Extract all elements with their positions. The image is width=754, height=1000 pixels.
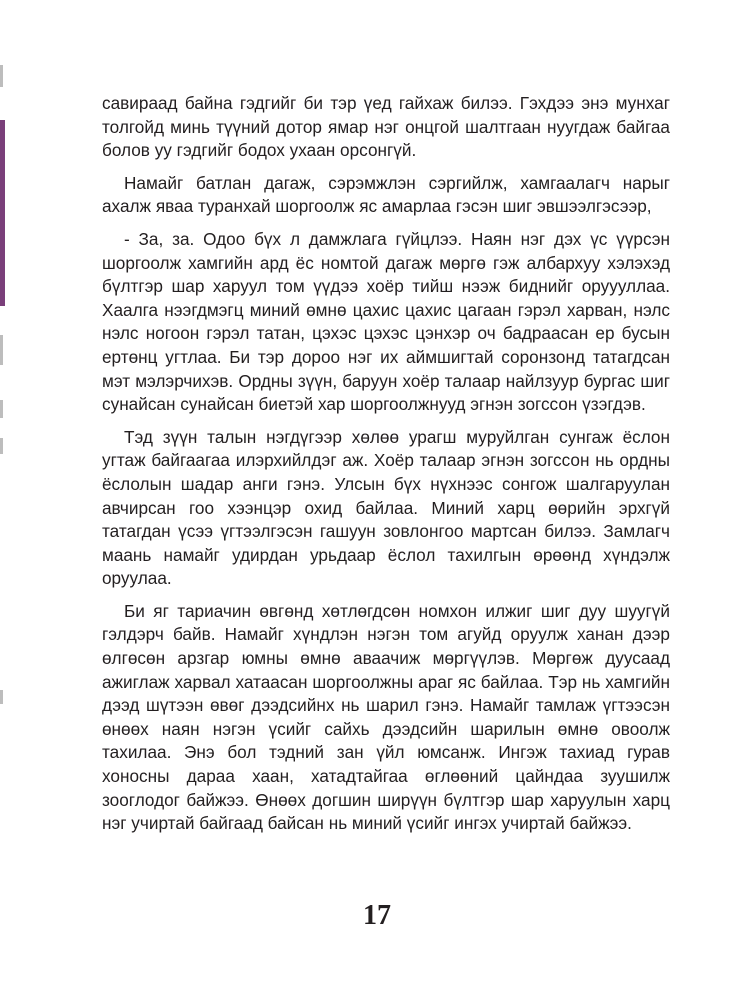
page-edge-mark [0,335,3,365]
paragraph: Би яг тариачин өвгөнд хөтлөгдсөн номхон илжиг шиг дуу шуугүй гэлдэрч байв. Намайг хүндлэн нэгэн том агуйд оруулж ханан дээр өлгөсөн арзгар юмны өмнө аваачиж мөргүүлэв. Мөргөж дуусаад ажиглаж харвал хатаасан шоргоолжны араг яс байлаа. Тэр нь хамгийн дээд шүтээн өвөг дээдсийнх нь шарил гэнэ. Намайг тамлаж үгтээсэн өнөөх наян нэгэн үсийг сайхь дээдсийн шарилын өмнө овоолж тахилаа. Энэ бол тэдний зан үйл юмсанж. Ингэж тахиад гурав хоносны дараа хаан, хатадтайгаа өглөөний цайндаа зуушилж зооглодог байжээ. Өнөөх догшин ширүүн бүлтгэр шар харуулын харц нэг учиртай байгаад байсан нь миний үсийг ингэх учиртай байжээ. [102,600,670,834]
body-text [102,92,670,845]
paragraph: - За, за. Одоо бүх л дамжлага гүйцлээ. Наян нэг дэх үс үүрсэн шоргоолж хамгийн ард ёс номтой дагаж мөргө гэж албархуу хэлэхэд бүлтгэр шар харуул том үүдээ хоёр тийш нээж биднийг оруууллаа. Хаалга нээгдмэгц миний өмнө цахис цахис цагаан гэрэл харван, нэлс нэлс ногоон гэрэл татан, цэхэс цэхэс цэнхэр оч бадраасан ер бусын ертөнц угтлаа. Би тэр дороо нэг их аймшигтай соронзонд татагдсан мэт мэлэрчихэв. Ордны зүүн, баруун хоёр талаар найлзуур бургас шиг сунайсан сунайсан биетэй хар шоргоолжнууд эгнэн зогссон үзэгдэв. [102,228,670,415]
page-edge-mark [0,690,3,704]
page-edge-mark [0,438,3,454]
paragraph: Тэд зүүн талын нэгдүгээр хөлөө урагш муруйлган сунгаж ёслон угтаж байгаагаа илэрхийлдэг аж. Хоёр талаар эгнэн зогссон нь ордны ёслолын шадар анги гэнэ. Улсын бүх нүхнээс сонгож шалгаруулан авчирсан гоо хээнцэр охид байлаа. Миний харц өөрийн эрхгүй татагдан үсээ үгтээлгэсэн гашуун зовлонгоо мартсан билээ. Замлагч маань намайг удирдан урьдаар ёслол тахилгын өрөөнд хүндэлж оруулаа. [102,426,670,589]
page-edge-mark [0,65,3,87]
paragraph: савираад байна гэдгийг би тэр үед гайхаж билээ. Гэхдээ энэ мунхаг толгойд минь түүний дотор ямар нэг онцгой шалтгаан нуугдаж байгаа болов уу гэдгийг бодох ухаан орсонгүй. [102,93,670,161]
paragraph: Намайг батлан дагаж, сэрэмжлэн сэргийлж, хамгаалагч нарыг ахалж яваа туранхай шоргоолж яс амарлаа гэсэн шиг эвшээлгэсээр, [102,172,670,217]
page-edge-mark [0,400,3,418]
page-number: 17 [363,900,391,931]
page-edge-color-bar [0,120,5,306]
